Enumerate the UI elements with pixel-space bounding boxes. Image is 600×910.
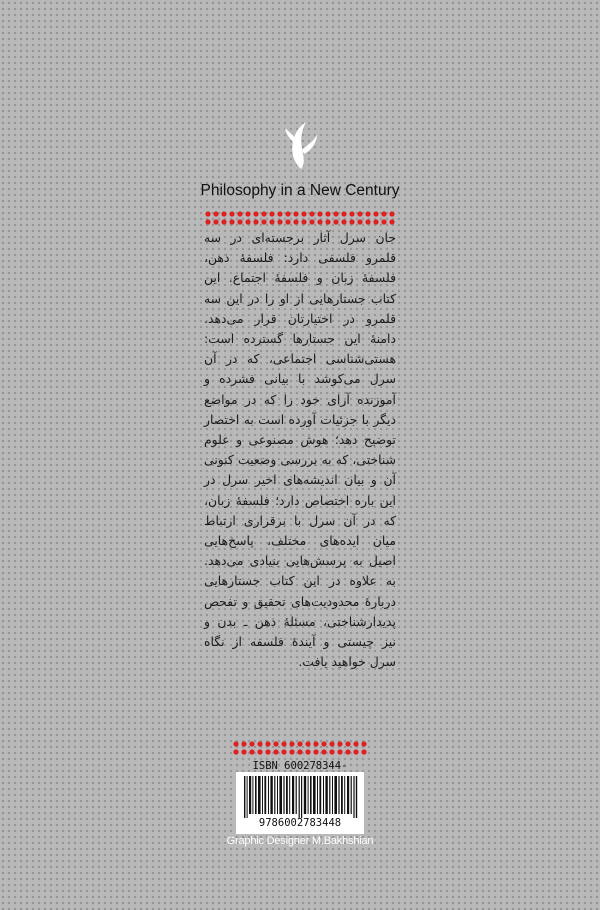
barcode <box>236 772 364 834</box>
back-cover-description: جان سرل آثار برجسته‌ای در سه قلمرو فلسفی دارد: فلسفهٔ ذهن، فلسفهٔ زبان و فلسفهٔ اجتماع. این کتاب جستارهایی از او را در این سه قلمرو در اختیارتان قرار می‌دهد. دامنهٔ این جستارها گسترده است: هستی‌شناسی اجتماعی، که در آن سرل می‌کوشد با بیانی فشرده و آموزنده آرای خود را که در مواضع دیگر با جزئیات آورده است به اختصار توضیح دهد؛ هوش مصنوعی و علوم شناختی، که به بررسی وضعیت کنونی آن و بیان اندیشه‌های اخیر سرل در این باره اختصاص دارد؛ فلسفهٔ زبان، که در آن سرل با برقراری ارتباط میان ایده‌های مختلف، پاسخ‌هایی اصیل به پرسش‌هایی بنیادی می‌دهد. به علاوه در این کتاب جستارهایی دربارهٔ محدودیت‌های تحقیق و تفحص پدیدارشناختی، مسئلهٔ ذهن ـ بدن و نیز چیستی و آیندهٔ فلسفه از نگاه سرل خواهید یافت. <box>204 230 396 670</box>
designer-credit: Graphic Designer M.Bakhshian <box>226 835 374 847</box>
barcode-number: 9786002783448 <box>258 817 342 829</box>
red-dot-divider-top <box>204 210 396 226</box>
barcode-bars <box>242 776 358 818</box>
series-title: Philosophy in a New Century <box>200 182 400 199</box>
red-dot-divider-bottom <box>232 740 368 756</box>
isbn-label: ISBN 600278344- <box>252 760 348 772</box>
publisher-logo-icon <box>284 120 318 170</box>
